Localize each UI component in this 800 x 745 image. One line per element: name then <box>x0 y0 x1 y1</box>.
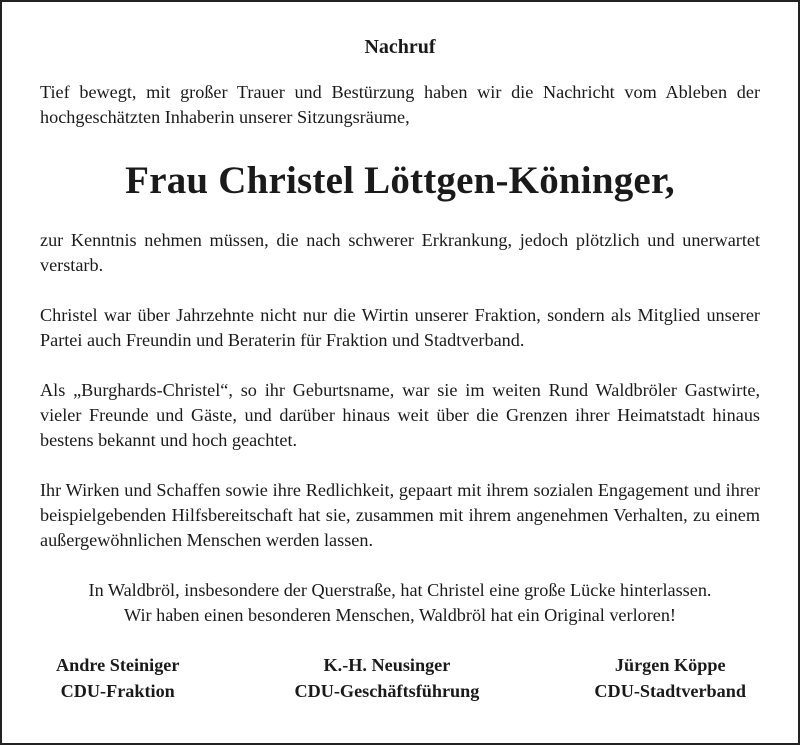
paragraph-3: Als „Burghards-Christel“, so ihr Geburtsname, war sie im weiten Rund Waldbröler Gastwirte, vieler Freunde und Gäste, und darüber hinaus weit über die Grenzen ihrer Heimatstadt hinaus bestens bekannt und hoch geachtet. <box>40 380 760 450</box>
intro-paragraph: Tief bewegt, mit großer Trauer und Bestürzung haben wir die Nachricht vom Ableben der hochgeschätzten Inhaberin unserer Sitzungsräume, <box>40 82 760 127</box>
obituary-notice <box>40 34 760 704</box>
signer-name: Andre Steiniger <box>56 655 180 675</box>
signer-steiniger <box>56 652 179 704</box>
signer-org: CDU-Fraktion <box>60 681 175 701</box>
signer-org: CDU-Stadtverband <box>594 681 746 701</box>
deceased-name: Frau Christel Löttgen-Köninger, <box>125 159 675 202</box>
closing-line-1: In Waldbröl, insbesondere der Querstraße, hat Christel eine große Lücke hinterlassen. <box>88 580 712 600</box>
signer-org: CDU-Geschäftsführung <box>294 681 480 701</box>
signer-name: Jürgen Köppe <box>614 655 726 675</box>
notice-title: Nachruf <box>364 36 436 58</box>
paragraph-4: Ihr Wirken und Schaffen sowie ihre Redlichkeit, gepaart mit ihrem sozialen Engagement und ihrer beispielgebenden Hilfsbereitschaft hat sie, zusammen mit ihrem angenehmen Verhalten, zu einem außergewöhnlichen Menschen werden lassen. <box>40 480 760 550</box>
signatories <box>40 652 760 704</box>
signer-name: K.-H. Neusinger <box>323 655 451 675</box>
paragraph-2: Christel war über Jahrzehnte nicht nur die Wirtin unserer Fraktion, sondern als Mitglied unserer Partei auch Freundin und Beraterin für Fraktion und Stadtverband. <box>40 305 760 350</box>
closing-line-2: Wir haben einen besonderen Menschen, Waldbröl hat ein Original verloren! <box>124 605 676 625</box>
signer-neusinger <box>294 652 479 704</box>
paragraph-1: zur Kenntnis nehmen müssen, die nach schwerer Erkrankung, jedoch plötzlich und unerwartet verstarb. <box>40 230 760 275</box>
signer-koeppe <box>594 652 746 704</box>
closing-statement <box>40 578 760 628</box>
